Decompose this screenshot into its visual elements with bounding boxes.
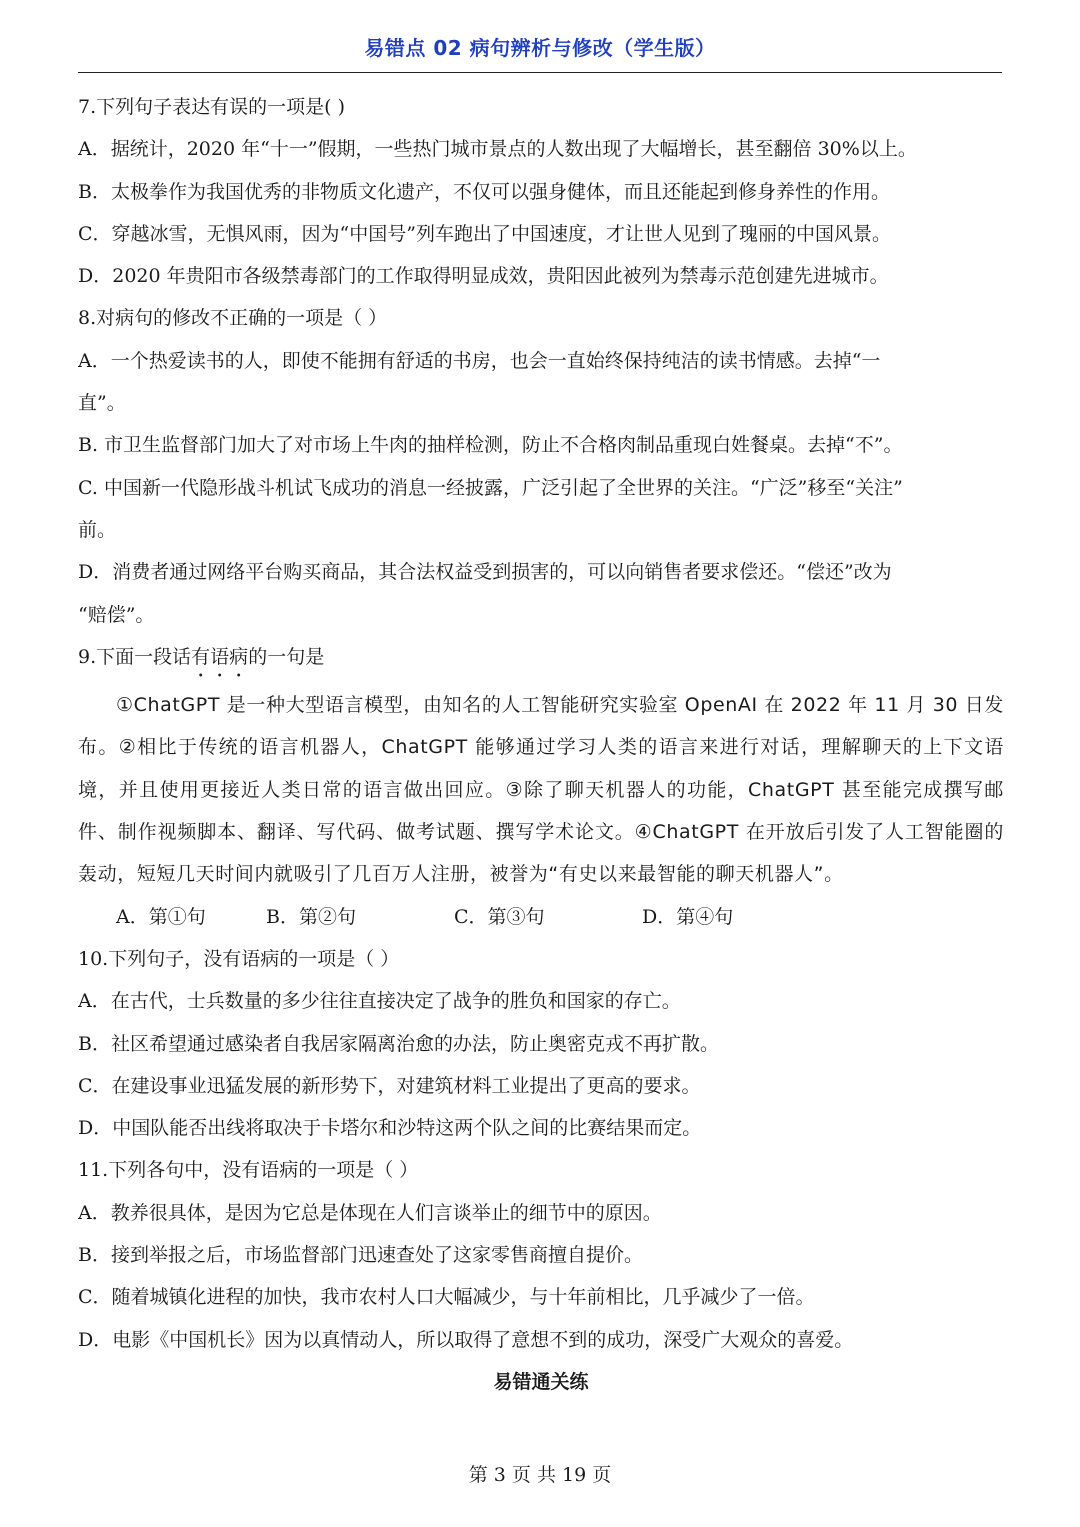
question-8-stem: 8.对病句的修改不正确的一项是（ ） [78, 307, 388, 330]
emphasis-dot-char: 语 [210, 645, 230, 668]
emphasis-dot-char: 病 [229, 645, 249, 668]
question-11 [78, 1149, 1004, 1360]
question-11-option-d: D．电影《中国机长》因为以真情动人，所以取得了意想不到的成功，深受广大观众的喜爱。 [78, 1328, 854, 1351]
question-9-option-b: B．第②句 [266, 905, 356, 928]
question-10-option-b: B．社区希望通过感染者自我居家隔离治愈的办法，防止奥密克戎不再扩散。 [78, 1032, 719, 1055]
question-9-option-a: A．第①句 [116, 905, 206, 928]
question-11-option-a: A．教养很具体，是因为它总是体现在人们言谈举止的细节中的原因。 [78, 1201, 662, 1224]
question-7-option-c: C．穿越冰雪，无惧风雨，因为“中国号”列车跑出了中国速度，才让世人见到了瑰丽的中国风景。 [78, 222, 891, 245]
question-9 [78, 636, 1004, 938]
header-divider [78, 72, 1002, 73]
question-8-option-d-line1: D．消费者通过网络平台购买商品，其合法权益受到损害的，可以向销售者要求偿还。“偿还”改为 [78, 561, 892, 584]
question-9-option-c: C．第③句 [454, 905, 545, 928]
question-11-option-b: B．接到举报之后，市场监督部门迅速查处了这家零售商擅自提价。 [78, 1244, 643, 1267]
question-7-option-a: A．据统计，2020 年“十一”假期，一些热门城市景点的人数出现了大幅增长，甚至翻倍 30%以上。 [78, 138, 917, 161]
question-7-option-d: D．2020 年贵阳市各级禁毒部门的工作取得明显成效，贵阳因此被列为禁毒示范创建先进城市。 [78, 265, 889, 288]
emphasis-dot-char: 有 [191, 645, 211, 668]
question-7 [78, 86, 1004, 297]
question-10-option-a: A．在古代，士兵数量的多少往往直接决定了战争的胜负和国家的存亡。 [78, 990, 681, 1013]
question-9-passage: ①ChatGPT 是一种大型语言模型，由知名的人工智能研究实验室 OpenAI 在 2022 年 11 月 30 日发布。②相比于传统的语言机器人，ChatGPT 能够通过学习人类的语言来进行对话，理解聊天的上下文语境，并且使用更接近人类日常的语言做出回应。③除了聊天机器人的功能，ChatGPT 甚至能完成撰写邮件、制作视频脚本、翻译、写代码、做考试题、撰写学术论文。④ChatGPT 在开放后引发了人工智能圈的轰动，短短几天时间内就吸引了几百万人注册，被誉为“有史以来最智能的聊天机器人”。 [78, 694, 1004, 886]
question-7-stem: 7.下列句子表达有误的一项是( ) [78, 96, 345, 118]
question-11-stem: 11.下列各句中，没有语病的一项是（ ） [78, 1159, 419, 1182]
question-8-option-a-line2: 直”。 [78, 392, 126, 415]
question-9-stem-prefix: 9.下面一段话 [78, 645, 192, 668]
question-7-option-b: B．太极拳作为我国优秀的非物质文化遗产，不仅可以强身健体，而且还能起到修身养性的作用。 [78, 180, 890, 203]
question-9-option-d: D．第④句 [642, 905, 734, 928]
question-8-option-a-line1: A．一个热爱读书的人，即使不能拥有舒适的书房，也会一直始终保持纯洁的读书情感。去掉“一 [78, 349, 881, 372]
question-9-stem-suffix: 的一句是 [248, 645, 325, 668]
question-11-option-c: C．随着城镇化进程的加快，我市农村人口大幅减少，与十年前相比，几乎减少了一倍。 [78, 1286, 815, 1309]
question-10-option-d: D．中国队能否出线将取决于卡塔尔和沙特这两个队之间的比赛结果而定。 [78, 1117, 702, 1140]
question-8-option-b: B. 市卫生监督部门加大了对市场上牛肉的抽样检测，防止不合格肉制品重现白姓餐桌。去掉“不”。 [78, 434, 903, 457]
header-title: 易错点 02 病句辨析与修改（学生版） [364, 36, 716, 60]
section-title: 易错通关练 [493, 1370, 589, 1393]
page-number-footer: 第 3 页 共 19 页 [468, 1464, 612, 1486]
question-9-options [78, 896, 1004, 938]
question-10-stem: 10.下列句子，没有语病的一项是（ ） [78, 947, 400, 970]
content-body [78, 86, 1004, 1403]
question-8 [78, 297, 1004, 635]
question-8-option-c-line2: 前。 [78, 518, 117, 541]
question-9-stem [78, 636, 1004, 678]
question-8-option-d-line2: “赔偿”。 [78, 603, 155, 626]
question-10 [78, 938, 1004, 1149]
question-10-option-c: C．在建设事业迅猛发展的新形势下，对建筑材料工业提出了更高的要求。 [78, 1074, 701, 1097]
question-8-option-c-line1: C. 中国新一代隐形战斗机试飞成功的消息一经披露，广泛引起了全世界的关注。“广泛”移至“关注” [78, 476, 903, 499]
